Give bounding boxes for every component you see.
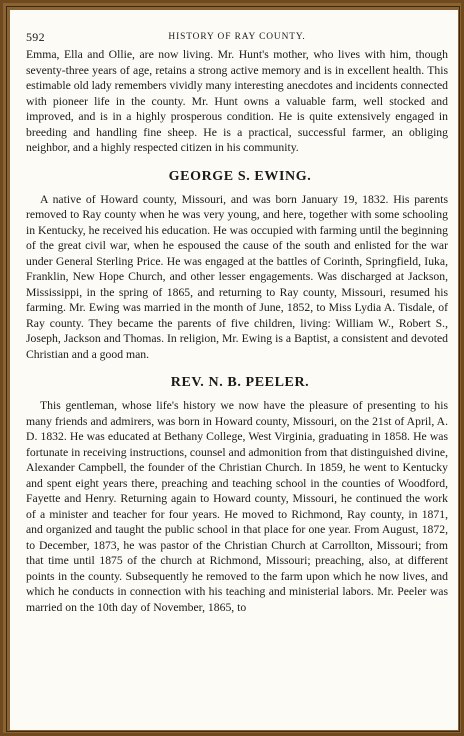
book-page <box>10 10 458 730</box>
section-title-george-ewing: GEORGE S. EWING. <box>168 168 312 184</box>
page-header <box>26 10 448 42</box>
intro-paragraph: Emma, Ella and Ollie, are now living. Mr. Hunt's mother, who lives with him, though seventy-three years of age, retains a strong active memory and is in excellent health. This estimable old lady remembers vividly many interesting anecdotes and incidents connected with pioneer life in the county. Mr. Hunt owns a valuable farm, well stocked and improved, and is in a highly prosperous condition. He is quite extensively engaged in breeding and handling fine sheep. He is a practical, successful farmer, an obliging neighbor, and a highly respected citizen in his community. <box>26 48 448 154</box>
running-head: HISTORY OF RAY COUNTY. <box>168 32 306 42</box>
section-title-rev-peeler: REV. N. B. PEELER. <box>170 375 310 390</box>
section-body-rev-peeler: This gentleman, whose life's history we now have the pleasure of presenting to his many friends and admirers, was born in Howard county, Missouri, on the 21st of April, A. D. 1832. He was educated at Bethany College, West Virginia, graduating in 1858. He was fortunate in receiving instructions, counsel and admonition from that distinguished divine, Alexander Campbell, the founder of the Christian Church. In 1859, he went to Kentucky and spent eight years there, preaching and teaching school in the counties of Woodford, Fayette and Henry. Returning again to Howard county, Missouri, he continued the work of a minister and teacher for four years. He moved to Richmond, Ray county, in 1871, and organized and taught the public school in that place for one year. From August, 1872, to December, 1873, he was pastor of the Christian Church at Carrollton, Missouri; from that time until 1875 of the church at Richmond, Missouri; preaching, also, at different points in the county. Subsequently he removed to the farm upon which he now lives, and which he conducts in connection with his teaching and ministerial labors. Mr. Peeler was married on the 10th day of November, 1865, to <box>26 399 448 614</box>
page-number: 592 <box>26 30 45 44</box>
section-body-george-ewing: A native of Howard county, Missouri, and was born January 19, 1832. His parents removed to Ray county when he was very young, and here, together with some schooling in Kentucky, he received his education. He was occupied with farming until the beginning of the great civil war, when he espoused the cause of the south and enlisted for the war under General Sterling Price. He was engaged at the battles of Corinth, Springfield, Iuka, Franklin, New Hope Church, and other lesser engagements. Was discharged at Jackson, Mississippi, in the spring of 1865, and returning to Ray county, Missouri, resumed his farming. Mr. Ewing was married in the month of June, 1852, to Miss Lydia A. Tisdale, of Ray county. They became the parents of five children, living: William W., Robert S., Joseph, Jackson and Thomas. In religion, Mr. Ewing is a Baptist, a consistent and devoted Christian and a good man. <box>26 192 448 361</box>
